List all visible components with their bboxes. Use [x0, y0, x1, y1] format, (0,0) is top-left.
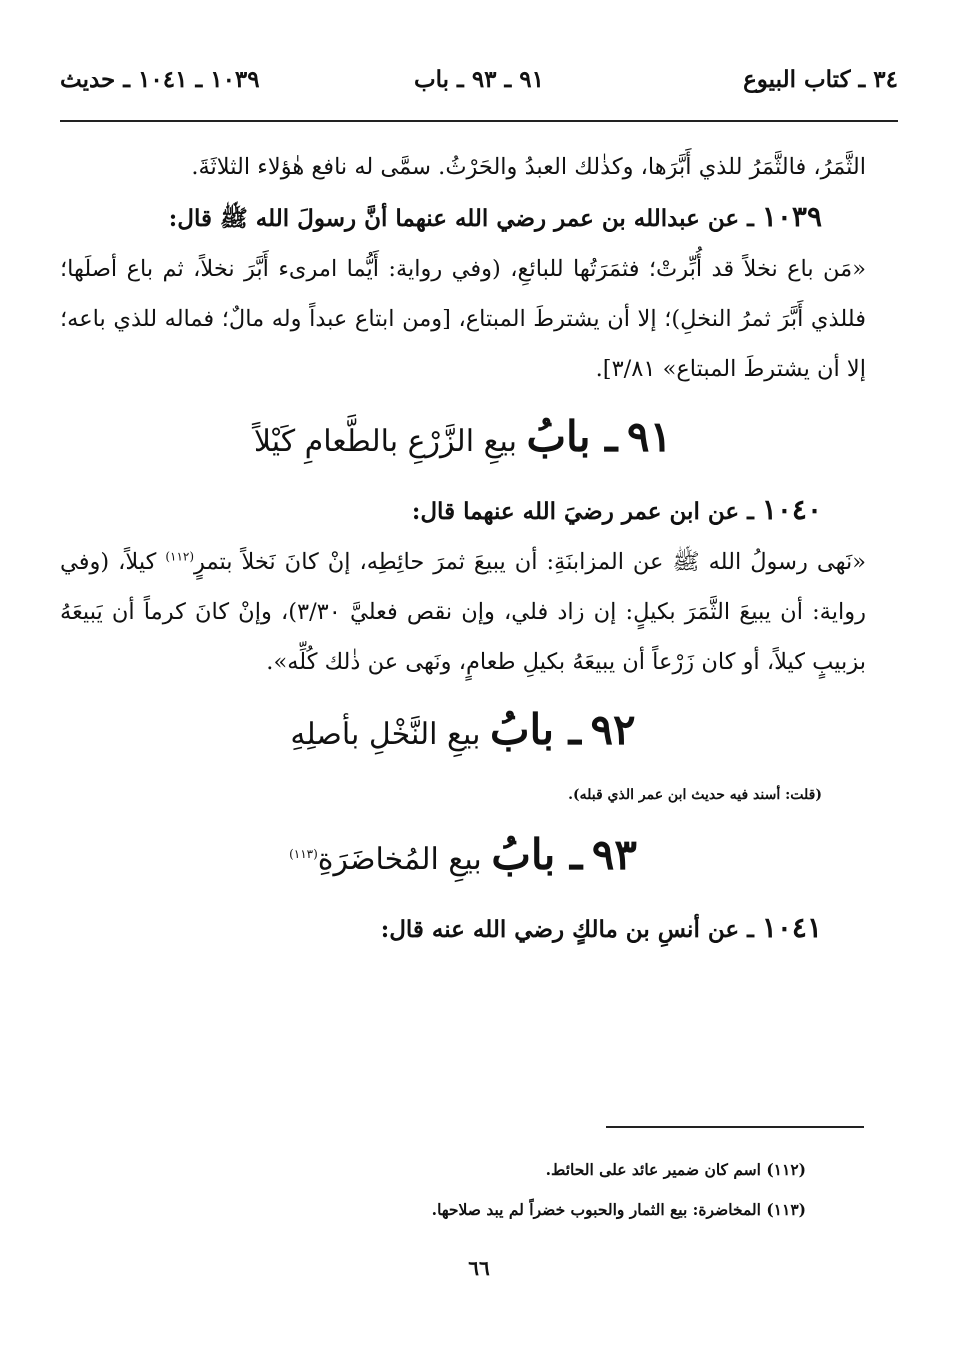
hadith-text-part: كيلاً، (وفي رواية: أن يبيعَ الثَّمَرَ بكيلٍ: إن زاد فلي، وإن نقص فعليَّ ٣/٣٠)، وإنْ كانَ كرماً أن يَبيعَهُ بزبيبٍ كيلاً، أو كان زَرْعاً أن يبيعَهُ بكيلِ طعامٍ، ونَهى عن ذٰلك كُلِّه».	[60, 549, 866, 675]
chapter-title: بيعِ النَّخْلِ بأصلِهِ	[290, 717, 481, 752]
hadith-isnad: ـ عن ابن عمر رضيَ الله عنهما قال:	[411, 498, 754, 525]
chapter-91-heading	[60, 394, 866, 485]
chapter-word: ـ بابُ	[491, 830, 583, 879]
hadith-1040-heading	[60, 485, 866, 537]
footnote-113: (١١٣) المخاضرة: بيع الثمار والحبوب خضراً لم يبد صلاحها.	[431, 1200, 806, 1219]
hadith-1039-heading	[60, 192, 866, 244]
hadith-1041-heading	[60, 903, 866, 955]
header-divider	[60, 120, 898, 122]
hadith-text-part: «نَهى رسولُ الله ﷺ عن المزابنَةِ: أن يبيعَ ثمرَ حائِطِه، إنْ كانَ نَخلاً بتمرٍ	[194, 549, 867, 575]
chapter-number: ٩٢	[590, 705, 636, 754]
header-chapter-range: ٩١ ـ ٩٣ ـ باب	[413, 66, 545, 93]
hadith-isnad: ـ عن أنسِ بن مالكٍ رضي الله عنه قال:	[380, 916, 754, 943]
hadith-1040-body	[60, 537, 866, 687]
chapter-word: ـ بابُ	[489, 705, 581, 754]
chapter-word: ـ بابُ	[526, 412, 618, 461]
header-hadith-range: ١٠٣٩ ـ ١٠٤١ ـ حديث	[60, 66, 260, 93]
hadith-1039-body: «مَن باع نخلاً قد أُبِّرتْ؛ فثمَرَتُها للبائعِ، (وفي رواية: أَيُّما امرىء أَبَّرَ نخلاً، ثم باع أصلَها؛ فللذي أَبَّرَ ثمرُ النخلِ)؛ إلا أن يشترطَ المبتاع، [ومن ابتاع عبداً وله مالٌ؛ فماله للذي باعه؛ إلا أن يشترطَ المبتاع» ٣/٨١].	[60, 256, 866, 382]
running-header	[60, 66, 898, 110]
footnotes	[60, 1150, 806, 1230]
chapter-title: بيعِ المُخاضَرَةِ	[317, 842, 482, 877]
page-number: ٦٦	[468, 1256, 490, 1280]
editor-note: (قلت: أسند فيه حديث ابن عمر الذي قبله).	[568, 787, 822, 803]
footnote-ref-113[interactable]: (١١٣)	[289, 847, 318, 861]
continuation-paragraph: الثَّمَرُ، فالثَّمَرُ للذي أَبَّرَها، وكذٰلك العبدُ والحَرْثُ. سمَّى له نافع هٰؤلاء الثلاثَةَ.	[191, 154, 866, 180]
hadith-number: ١٠٣٩	[761, 200, 822, 233]
footnote-ref-112[interactable]: (١١٢)	[165, 549, 195, 564]
chapter-title: بيعِ الزَّرْعِ بالطَّعامِ كَيْلاً	[253, 424, 517, 459]
footnote-112: (١١٢) اسم كان ضمير عائد على الحائط.	[545, 1160, 806, 1179]
main-text	[60, 142, 866, 955]
chapter-number: ٩٣	[591, 830, 637, 879]
hadith-isnad: ـ عن عبدالله بن عمر رضي الله عنهما أنَّ رسولَ الله ﷺ قال:	[168, 205, 754, 232]
chapter-93-heading	[60, 812, 866, 903]
hadith-number: ١٠٤٠	[761, 493, 822, 526]
chapter-number: ٩١	[626, 412, 673, 461]
footnote-divider	[606, 1126, 864, 1128]
chapter-92-heading	[60, 687, 866, 778]
hadith-number: ١٠٤١	[761, 911, 822, 944]
header-book-title: ٣٤ ـ كتاب البيوع	[743, 66, 898, 93]
